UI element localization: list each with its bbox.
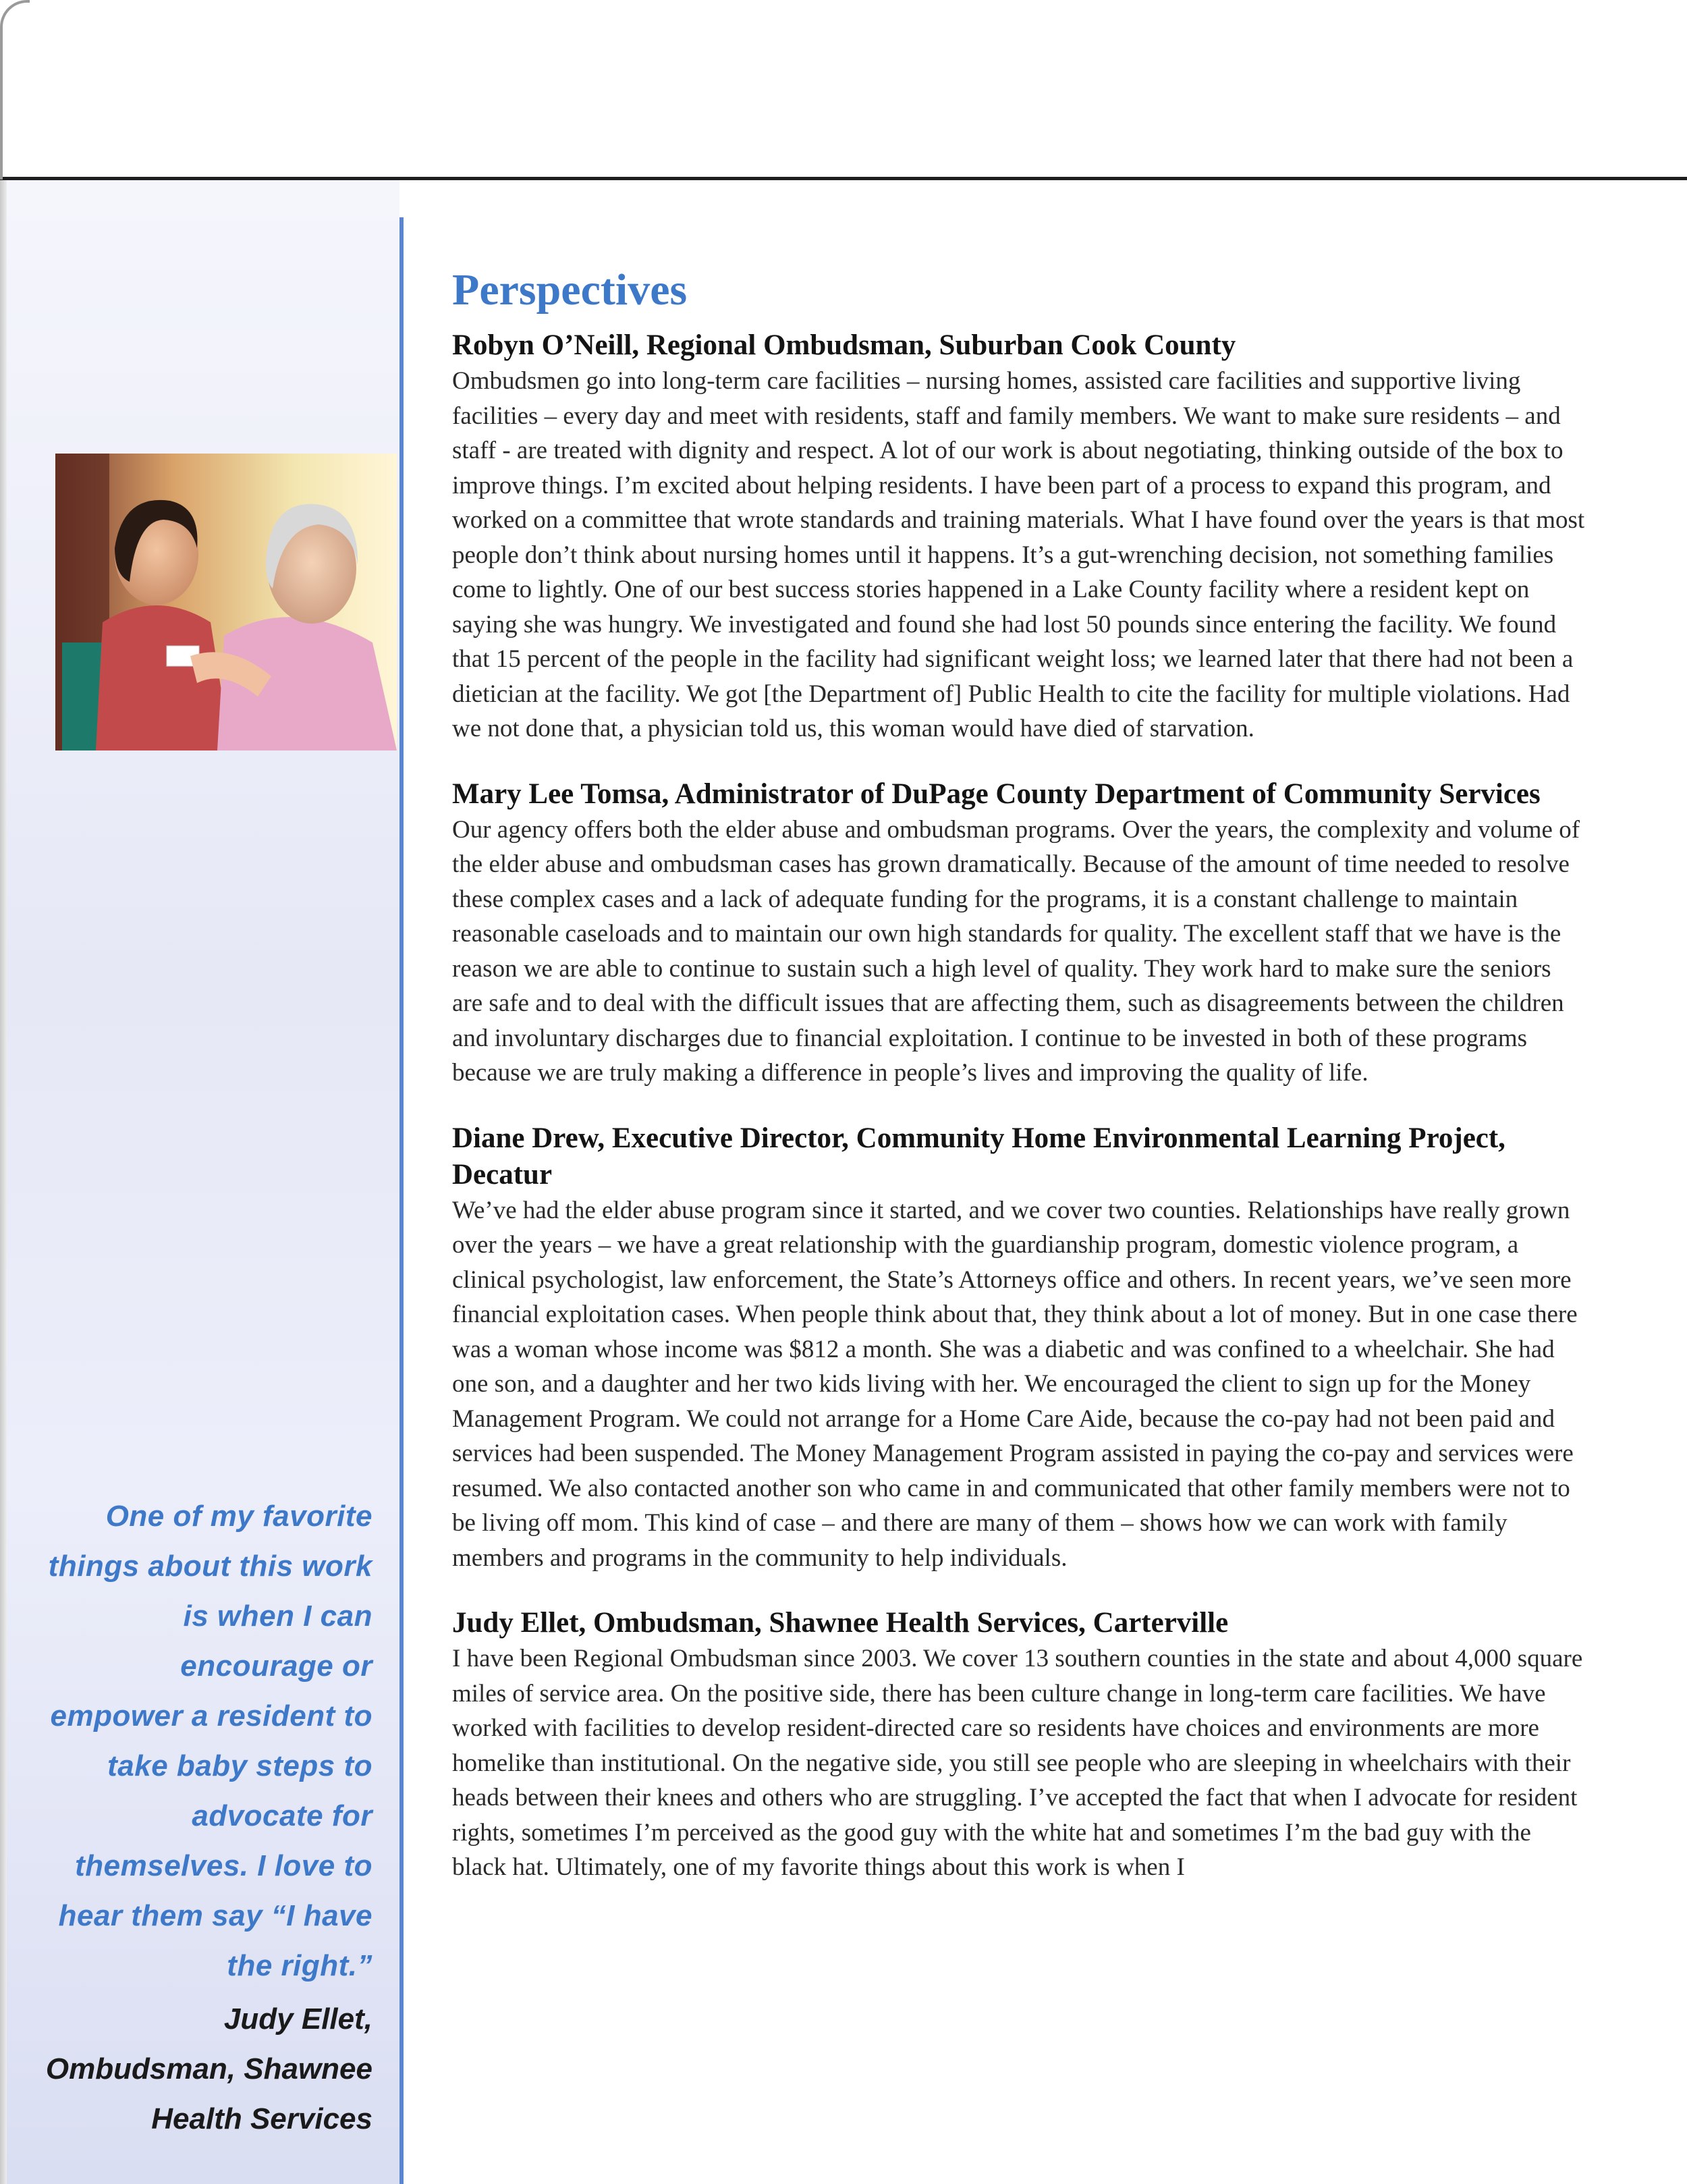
section-heading: Diane Drew, Executive Director, Community Home Environmental Learning Project, Decatur xyxy=(452,1122,1505,1191)
perspective-section xyxy=(452,1120,1586,1576)
photo-ombudsman-with-resident xyxy=(55,454,397,750)
page-edge xyxy=(0,180,7,2184)
top-sheet xyxy=(0,0,1687,180)
pull-quote-attribution: Judy Ellet, Ombudsman, Shawnee Health Services xyxy=(45,2002,372,2135)
main-content xyxy=(452,253,1586,1885)
section-body: We’ve had the elder abuse program since it started, and we cover two counties. Relationships have really grown over the years – we have a great relationship with the guardianship program, domestic violence program, a clinical psychologist, law enforcement, the State’s Attorneys office and others. In recent years, we’ve seen more financial exploitation cases. When people think about that, they think about a lot of money. But in one case there was a woman whose income was $812 a month. She was a diabetic and was confined to a wheelchair. She had one son, and a daughter and her two kids living with her. We encouraged the client to sign up for the Money Management Program. We could not arrange for a Home Care Aide, because the co-pay had not been paid and services had been suspended. The Money Management Program assisted in paying the co-pay and services were resumed. We also contacted another son who came in and communicated that other family members were not to be living off mom. This kind of case – and there are many of them – shows how we can work with family members and programs in the community to help individuals. xyxy=(452,1196,1578,1572)
section-heading: Judy Ellet, Ombudsman, Shawnee Health Services, Carterville xyxy=(452,1607,1229,1639)
perspective-section xyxy=(452,1605,1586,1885)
pull-quote: One of my favorite things about this work is when I can encourage or empower a resident to take baby steps to advocate for themselves. I love to hear them say “I have the right.” xyxy=(48,1500,372,1982)
perspective-section xyxy=(452,776,1586,1091)
section-body: I have been Regional Ombudsman since 2003. We cover 13 southern counties in the state and about 4,000 square miles of service area. On the positive side, there has been culture change in long-term care facilities. We have worked with facilities to develop resident-directed care so residents have choices and environments are more homelike than institutional. On the negative side, you still see people who are sleeping in wheelchairs with their heads between their knees and others who are struggling. I’ve accepted the fact that when I advocate for resident rights, sometimes I’m perceived as the good guy with the white hat and sometimes I’m the bad guy with the black hat. Ultimately, one of my favorite things about this work is when I xyxy=(452,1645,1583,1881)
section-body: Our agency offers both the elder abuse and ombudsman programs. Over the years, the complexity and volume of the elder abuse and ombudsman cases has grown dramatically. Because of the amount of time needed to resolve these complex cases and a lack of adequate funding for the programs, it is a constant challenge to maintain reasonable caseloads and to maintain our own high standards for quality. The excellent staff that we have is the reason we are able to continue to sustain such a high level of quality. They work hard to make sure the seniors are safe and to deal with the difficult issues that are affecting them, such as disagreements between the children and involuntary discharges due to financial exploitation. I continue to be invested in both of these programs because we are truly making a difference in people’s lives and improving the quality of life. xyxy=(452,815,1580,1087)
section-heading: Mary Lee Tomsa, Administrator of DuPage County Department of Community Services xyxy=(452,777,1541,810)
section-heading: Robyn O’Neill, Regional Ombudsman, Suburban Cook County xyxy=(452,329,1236,361)
sidebar-divider xyxy=(399,217,404,2184)
page-title: Perspectives xyxy=(452,265,688,315)
section-body: Ombudsmen go into long-term care facilities – nursing homes, assisted care facilities and supportive living facilities – every day and meet with residents, staff and family members. We want to make sure residents – and staff - are treated with dignity and respect. A lot of our work is about negotiating, thinking outside of the box to improve things. I’m excited about helping residents. I have been part of a process to expand this program, and worked on a committee that wrote standards and training materials. What I have found over the years is that most people don’t think about nursing homes until it happens. It’s a gut-wrenching decision, not something families come to lightly. One of our best success stories happened in a Lake County facility where a resident kept on saying she was hungry. We investigated and found she had lost 50 pounds since entering the facility. We found that 15 percent of the people in the facility had significant weight loss; we learned later that there had not been a dietician at the facility. We got [the Department of] Public Health to cite the facility for multiple violations. Had we not done that, a physician told us, this woman would have died of starvation. xyxy=(452,367,1585,742)
perspective-section xyxy=(452,327,1586,746)
